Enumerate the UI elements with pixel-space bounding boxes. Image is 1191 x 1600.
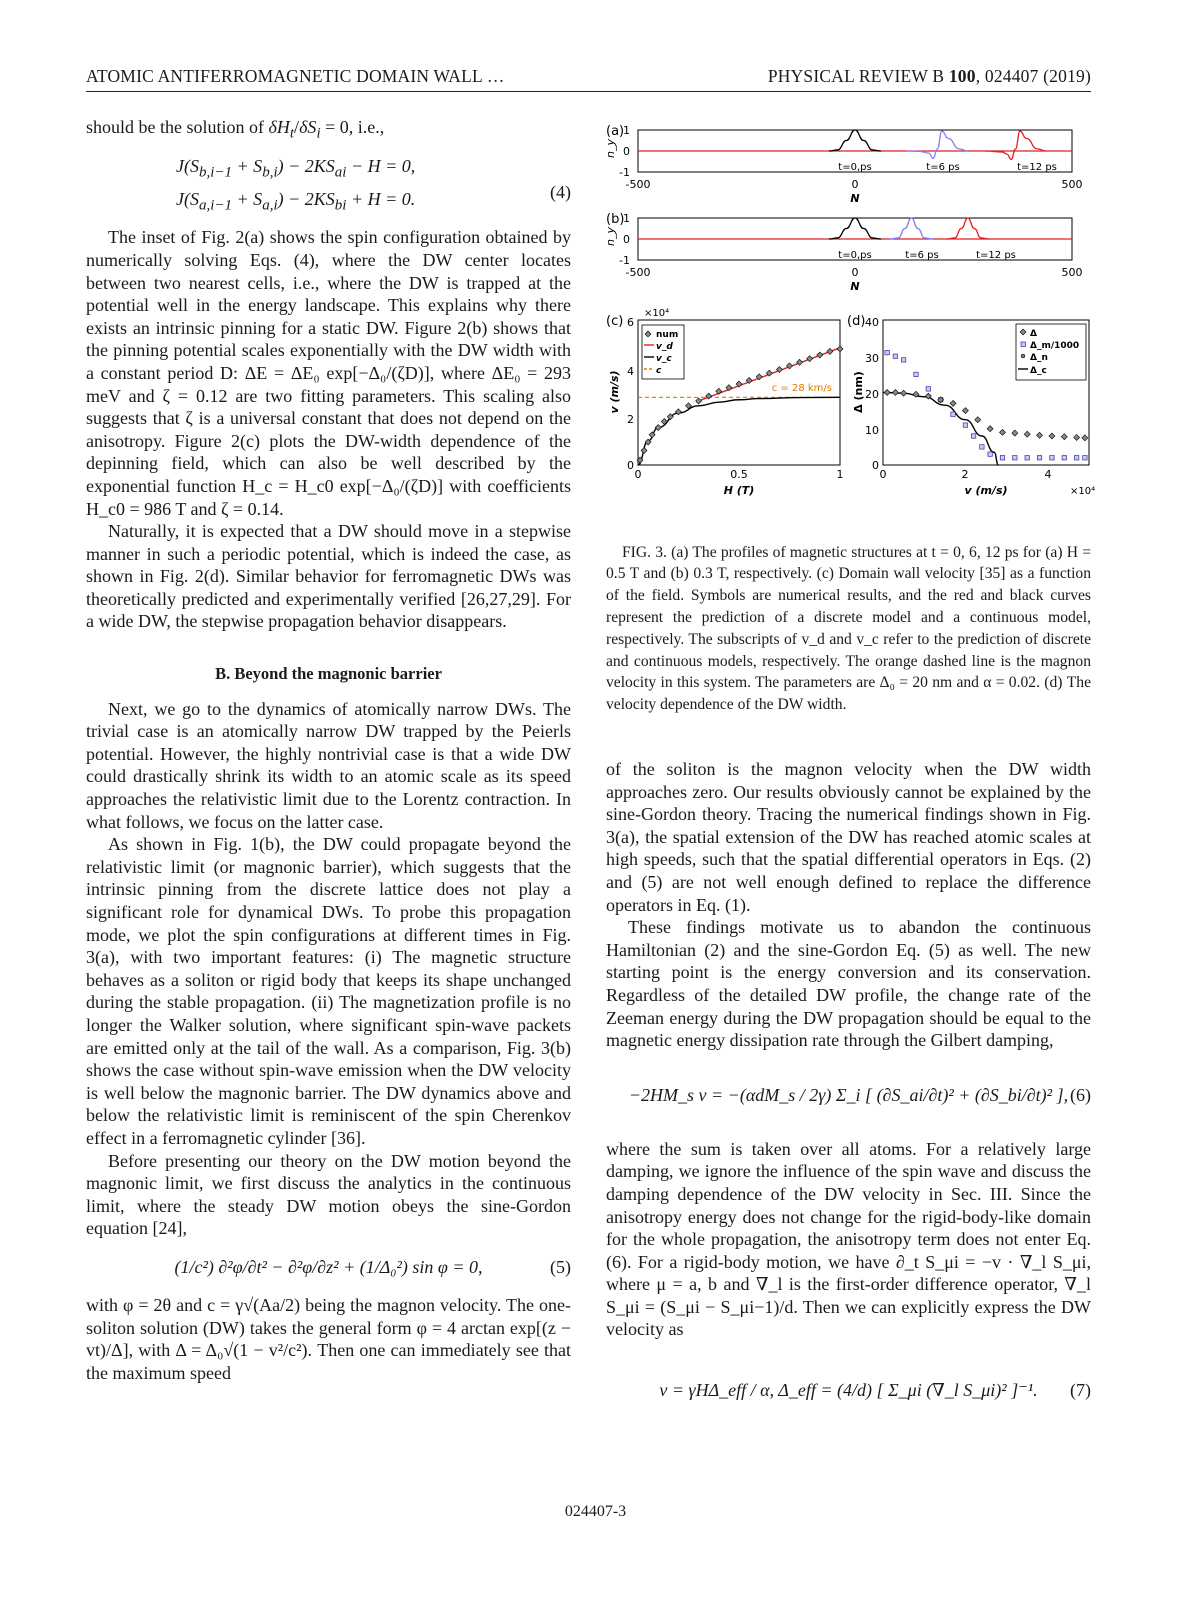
delta-m-point — [926, 387, 930, 391]
right-paragraph-3: where the sum is taken over all atoms. For a relatively large damping, we ignore the influence of the spin wave and discuss the damping dependence of the DW velocity in Sec. III. Since the anisotropy energy does not change for the rigid-body-like domain for the whole propagation, the anisotropy term does not enter Eq. (6). For a rigid-body motion, we have ∂_t S_μi = −v · ∇_l S_μi, where μ = a, b and ∇_l is the first-order difference operator, ∇_l S_μi = (S_μi − S_μi−1)/d. Then we can explicitly express the DW velocity as — [606, 1138, 1091, 1340]
figure-caption-text: FIG. 3. (a) The profiles of magnetic structures at t = 0, 6, 12 ps for (a) H = 0.5 T and (b) 0.3 T, respectively. (c) Domain wall velocity [35] as a function of the field. Symbols are numerical results, and the red and black curves represent the prediction of a discrete model and a continuous model, respectively. The subscripts of v_d and v_c refer to the prediction of discrete and continuous models, respectively. The orange dashed line is the magnon velocity in this system. The parameters are Δ₀ = 20 nm and α = 0.02. (d) The velocity dependence of the DW width. — [606, 543, 1091, 714]
delta-point — [1012, 430, 1018, 436]
num-point — [807, 356, 813, 362]
delta-point — [1037, 432, 1043, 438]
delta-point — [950, 400, 956, 406]
panel-a — [604, 124, 1083, 205]
equation-6 — [606, 1082, 1091, 1108]
delta-m-point — [988, 452, 992, 456]
paragraph-4: As shown in Fig. 1(b), the DW could propagate beyond the relativistic limit (or magnonic barrier), which suggests that the intrinsic pinning from the discrete lattice does not play a significant role for dynamical DWs. To probe this propagation mode, we plot the spin configurations at different times in Fig. 3(a), with two important features: (i) The magnetic structure behaves as a soliton or rigid body that keeps its shape unchanged during the stable propagation. (ii) The magnetization profile is no longer the Walker solution, where significant spin-wave packets are emitted only at the tail of the wall. As a comparison, Fig. 3(b) shows the case without spin-wave emission when the DW velocity is well below the magnonic barrier. The DW dynamics above and below the relativistic limit is reminiscent of the spin Cherenkov effect in a ferromagnetic cylinder [36]. — [86, 834, 571, 1148]
legend-num-label: num — [656, 330, 679, 340]
panel-a-annotation-t12: t=12 ps — [1017, 162, 1057, 173]
panel-c-xtick-1: 1 — [836, 468, 844, 481]
delta-m-point — [1074, 456, 1078, 460]
panel-a-annotation-t6: t=6 ps — [926, 162, 960, 173]
delta-point — [999, 429, 1005, 435]
paragraph-3: Next, we go to the dynamics of atomically narrow DWs. The trivial case is an atomically narrow DW trapped by the Peierls potential. However, the highly nontrivial case is that a wide DW could drastically shrink its width to an atomic scale as its speed approaches the relativistic limit due to the Lorentz contraction. In what follows, we focus on the latter case. — [86, 698, 571, 832]
panel-b-xtick-500: 500 — [1061, 266, 1083, 279]
equation-7-body: v = γHΔ_eff / α, Δ_eff = (4/d) [ Σ_μi (∇_l S_μi)² ]⁻¹. — [659, 1380, 1038, 1401]
paragraph-intro: should be the solution of $\delta H_t/\delta S_i = 0$, i.e., — [86, 117, 385, 142]
panel-a-ylabel: n_y — [604, 139, 617, 158]
panel-a-ytick-0: 0 — [623, 145, 630, 158]
panel-d-ytick-0: 0 — [872, 459, 879, 472]
panel-c-ytick-6: 6 — [627, 316, 634, 329]
panel-b — [604, 212, 1083, 293]
panel-b-plot — [638, 218, 1072, 239]
legend-vc-label: v_c — [656, 354, 672, 364]
panel-d-xlabel: v (m/s) — [964, 484, 1008, 497]
panel-d-ytick-20: 20 — [865, 388, 879, 401]
delta-m-point — [901, 358, 905, 362]
right-paragraph-1: of the soliton is the magnon velocity when the DW width approaches zero. Our results obviously cannot be explained by the sine-Gordon theory. Tracing the numerical findings shown in Fig. 3(a), the spatial extension of the DW has reached atomic scales at high speeds, such that the spatial differential operators in Eqs. (2) and (5) are not well enough defined to replace the difference operators in Eq. (1). — [606, 759, 1091, 915]
profile-line-0 — [829, 218, 881, 239]
panel-d-ylabel: Δ (nm) — [852, 371, 865, 413]
delta-point — [1082, 435, 1088, 441]
delta-c-curve — [883, 393, 998, 466]
running-title: ATOMIC ANTIFERROMAGNETIC DOMAIN WALL … — [86, 66, 505, 86]
panel-a-ytick-1: 1 — [623, 124, 630, 137]
delta-m-point — [1050, 456, 1054, 460]
panel-a-xtick-500: 500 — [1061, 178, 1083, 191]
legend-vd-label: v_d — [656, 342, 673, 352]
panel-d-xscale: ×10⁴ — [1070, 486, 1095, 497]
panel-a-plot — [638, 130, 1072, 159]
panel-c-ytick-4: 4 — [627, 365, 634, 378]
equation-4-line-2: $J(S_{a,i-1} + S_{a,i}) - 2KS_{bi} + H = 0$. (4) — [176, 186, 571, 219]
num-point — [696, 398, 702, 404]
profile-line-2 — [946, 218, 989, 239]
panel-d — [847, 314, 1095, 497]
panel-a-xlabel: N — [850, 192, 860, 205]
panel-c-legend — [642, 325, 684, 379]
figure-3 — [600, 120, 1095, 510]
panel-c-xlabel: H (T) — [723, 484, 755, 497]
num-point — [817, 352, 823, 358]
panel-b-annotation-t6: t=6 ps — [905, 250, 939, 261]
panel-d-xtick-4: 4 — [1044, 468, 1052, 481]
delta-m-point — [1083, 456, 1087, 460]
panel-b-ytick-neg1: -1 — [619, 254, 630, 267]
panel-c — [606, 308, 844, 497]
header-rule — [86, 91, 1091, 92]
panel-c-ylabel: v (m/s) — [608, 370, 621, 414]
journal-name: PHYSICAL REVIEW B — [767, 66, 945, 86]
paragraph-6: with φ = 2θ and c = γ√(Aa/2) being the magnon velocity. The one-soliton solution (DW) takes the general form φ = 4 arctan exp[(z − vt)/Δ], with Δ = Δ₀√(1 − v²/c²). Then one can immediately see that the maximum speed — [86, 1294, 571, 1383]
delta-m-point — [951, 412, 955, 416]
delta-point — [884, 390, 890, 396]
delta-point — [901, 390, 907, 396]
equation-6-number: (6) — [1070, 1084, 1091, 1105]
left-column — [86, 116, 571, 1384]
delta-m-point — [980, 445, 984, 449]
delta-m-point — [963, 423, 967, 427]
vc-curve — [638, 397, 840, 465]
journal-volume: 100 — [948, 66, 976, 86]
legend-delta-label: Δ — [1030, 329, 1037, 339]
legend-delta-n-marker — [1021, 354, 1025, 358]
legend-delta-n-label: Δ_n — [1030, 353, 1048, 363]
delta-m-point — [1025, 456, 1029, 460]
equation-4-line-1: $J(S_{b,i-1} + S_{b,i}) - 2KS_{ai} - H = 0$, — [176, 156, 416, 181]
panel-d-legend-box — [1016, 324, 1086, 380]
delta-point — [975, 417, 981, 423]
panel-d-ytick-40: 40 — [865, 316, 879, 329]
panel-c-magnon-annotation: c = 28 km/s — [771, 383, 832, 394]
right-paragraph-2: These findings motivate us to abandon the continuous Hamiltonian (2) and the sine-Gordon Eq. (5) as well. The new starting point is the energy conversion and its conservation. Regardless of the detailed DW profile, the change rate of the Zeeman energy during the DW propagation should be equal to the magnetic energy dissipation rate through the Gilbert damping, — [606, 917, 1091, 1051]
legend-delta-m-marker — [1021, 342, 1026, 347]
panel-a-label: (a) — [606, 124, 625, 139]
delta-point — [1049, 433, 1055, 439]
panel-b-ytick-0: 0 — [623, 233, 630, 246]
panel-d-ytick-30: 30 — [865, 352, 879, 365]
panel-b-xlabel: N — [850, 280, 860, 293]
num-point — [641, 448, 647, 454]
delta-m-point — [1037, 456, 1041, 460]
delta-m-point — [971, 434, 975, 438]
delta-point — [962, 408, 968, 414]
panel-c-xtick-0: 0 — [634, 468, 642, 481]
panel-b-label: (b) — [606, 212, 625, 227]
equation-7-number: (7) — [1070, 1380, 1091, 1401]
equation-5-body: (1/c²) ∂²φ/∂t² − ∂²φ/∂z² + (1/Δ₀²) sin φ = 0, — [174, 1256, 483, 1277]
panel-d-label: (d) — [847, 314, 866, 329]
equation-5 — [86, 1254, 571, 1280]
delta-m-point — [1013, 456, 1017, 460]
delta-point — [892, 390, 898, 396]
delta-m-point — [885, 350, 889, 354]
panel-a-ytick-neg1: -1 — [619, 166, 630, 179]
panel-b-xtick-0: 0 — [851, 266, 859, 279]
panel-c-ytick-0: 0 — [627, 459, 634, 472]
panel-d-xtick-2: 2 — [961, 468, 969, 481]
legend-delta-c-label: Δ_c — [1030, 366, 1047, 376]
equation-4-number: (4) — [550, 182, 571, 203]
delta-point — [1061, 434, 1067, 440]
profile-line-0 — [829, 130, 881, 151]
equation-5-number: (5) — [550, 1256, 571, 1277]
delta-m-point — [914, 372, 918, 376]
right-column — [606, 758, 1091, 1403]
legend-delta-m-label: Δ_m/1000 — [1030, 341, 1080, 351]
panel-a-annotation-t0: t=0,ps — [838, 162, 872, 173]
equation-6-body: −2HM_s v = −(αdM_s / 2γ) Σ_i [ (∂S_ai/∂t)² + (∂S_bi/∂t)² ], — [628, 1084, 1069, 1105]
figure-caption — [606, 526, 1091, 732]
legend-c-label: c — [656, 366, 662, 376]
page-number: 024407-3 — [564, 1503, 627, 1520]
panel-c-ytick-2: 2 — [627, 413, 634, 426]
num-point — [827, 348, 833, 354]
panel-c-xtick-05: 0.5 — [730, 468, 748, 481]
journal-citation — [768, 66, 1091, 87]
panel-b-ylabel: n_y — [604, 227, 617, 246]
profile-line-1 — [907, 131, 968, 158]
profile-line-1 — [890, 218, 933, 239]
panel-c-label: (c) — [606, 314, 624, 329]
paragraph-5: Before presenting our theory on the DW motion beyond the magnonic limit, we first discuss the analytics in the continuous limit, where the steady DW motion obeys the sine-Gordon equation [24], — [86, 1150, 571, 1239]
panel-d-xtick-0: 0 — [879, 468, 887, 481]
article-id: , 024407 (2019) — [975, 66, 1091, 86]
num-point — [716, 388, 722, 394]
panel-b-annotation-t0: t=0,ps — [838, 250, 872, 261]
delta-point — [1024, 431, 1030, 437]
profile-line-2 — [985, 131, 1046, 159]
section-heading: B. Beyond the magnonic barrier — [215, 664, 442, 684]
delta-m-point — [1000, 456, 1004, 460]
panel-a-xtick-0: 0 — [851, 178, 859, 191]
delta-m-point — [893, 354, 897, 358]
panel-b-annotation-t12: t=12 ps — [976, 250, 1016, 261]
equation-4 — [176, 153, 571, 218]
panel-a-xtick-neg500: -500 — [625, 178, 651, 191]
panel-d-ytick-10: 10 — [865, 424, 879, 437]
panel-b-xtick-neg500: -500 — [625, 266, 651, 279]
delta-point — [987, 426, 993, 432]
panel-c-yscale: ×10⁴ — [644, 308, 670, 319]
panel-b-ytick-1: 1 — [623, 212, 630, 225]
delta-point — [1074, 434, 1080, 440]
panel-d-legend — [1016, 324, 1086, 380]
delta-m-point — [1062, 456, 1066, 460]
paragraph-2: Naturally, it is expected that a DW should move in a stepwise manner in such a periodic potential, which is indeed the case, as shown in Fig. 2(d). Similar behavior for ferromagnetic DWs was theoretically predicted and experimentally verified [26,27,29]. For a wide DW, the stepwise propagation behavior disappears. — [86, 521, 571, 632]
num-point — [837, 346, 843, 352]
paragraph-1: The inset of Fig. 2(a) shows the spin configuration obtained by numerically solving Eqs. (4), where the DW center locates between two nearest cells, i.e., where the DW is trapped at the potential well in the energy landscape. This explains why there exists an intrinsic pinning for a static DW. Figure 2(b) shows that the pinning potential scales exponentially with the DW width with a constant period D: ΔE = ΔE₀ exp[−Δ₀/(ζD)], where ΔE₀ = 293 meV and ζ = 0.12 are two fitting parameters. This scaling also suggests that ζ is a universal constant that does not depend on the anisotropy. Figure 2(c) plots the DW-width dependence of the depinning field, which can also be well described by the exponential function H_c = H_c0 exp[−Δ₀/(ζD)] with coefficients H_c0 = 986 T and ζ = 0.14. — [86, 227, 571, 519]
equation-7 — [606, 1377, 1091, 1403]
